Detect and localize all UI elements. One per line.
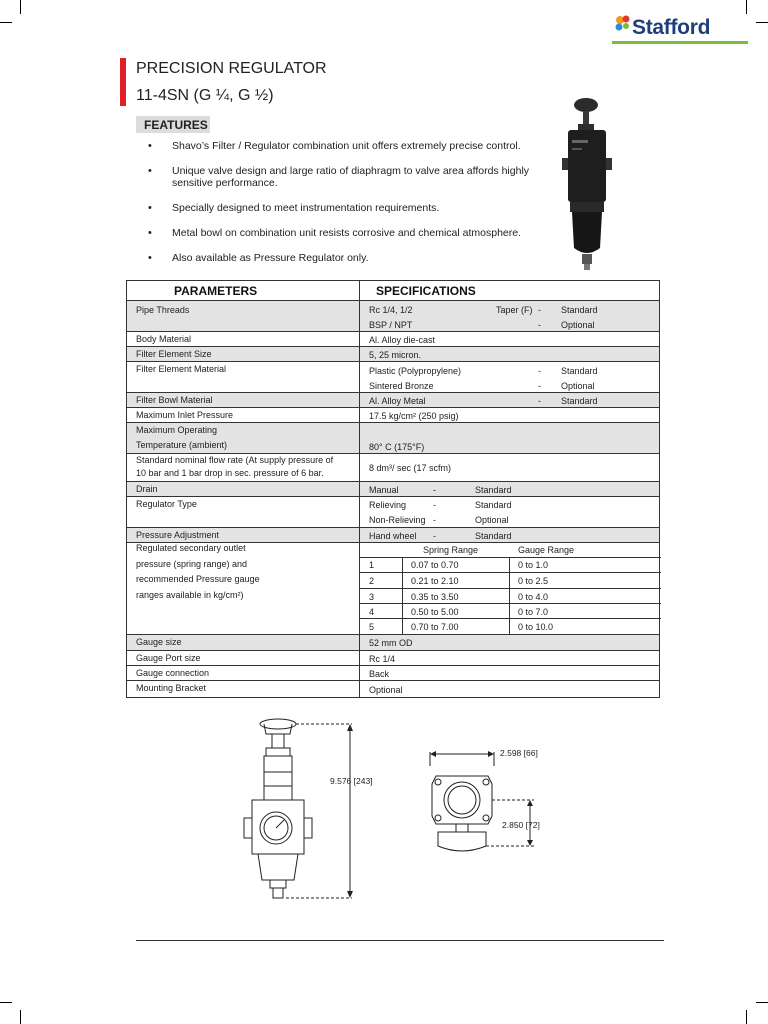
spring-range-subtable	[359, 543, 661, 634]
subtable-row	[359, 619, 661, 635]
page-title: PRECISION REGULATOR	[136, 60, 327, 77]
feature-item: • Metal bowl on combination unit resists corrosive and chemical atmosphere.	[148, 227, 558, 239]
column-divider	[359, 362, 360, 392]
range-number: 2	[369, 576, 375, 586]
param-label: Drain	[136, 484, 158, 494]
spec-value: Relieving	[369, 500, 407, 510]
table-row	[127, 408, 659, 423]
column-divider	[359, 528, 360, 542]
table-header	[127, 281, 659, 301]
specifications-table	[126, 280, 660, 698]
range-number: 1	[369, 560, 375, 570]
range-number: 5	[369, 622, 375, 632]
spring-range-value: 0.50 to 5.00	[411, 607, 459, 617]
table-row	[127, 497, 659, 528]
param-label-line: Temperature (ambient)	[136, 440, 228, 450]
crop-mark	[0, 22, 12, 23]
spec-value: Al. Alloy die-cast	[369, 335, 436, 345]
table-row	[127, 651, 659, 666]
param-label: Maximum Inlet Pressure	[136, 410, 234, 420]
spec-dash: -	[433, 485, 436, 495]
crop-mark	[0, 1002, 12, 1003]
feature-item: • Specially designed to meet instrumentation requirements.	[148, 202, 558, 214]
param-label	[136, 454, 350, 480]
gauge-range-value: 0 to 2.5	[518, 576, 549, 586]
spec-dash: -	[538, 381, 541, 391]
features-heading: FEATURES	[136, 116, 210, 133]
product-photo	[556, 96, 616, 272]
spec-value: Rc 1/4, 1/2	[369, 305, 413, 315]
table-row	[127, 454, 659, 482]
param-label: Filter Element Material	[136, 364, 227, 374]
table-row	[127, 393, 659, 408]
crop-mark	[20, 0, 21, 14]
table-row	[127, 681, 659, 697]
column-divider	[359, 666, 360, 680]
column-divider	[359, 347, 360, 361]
subtable-row	[359, 558, 661, 573]
spec-value: Manual	[369, 485, 399, 495]
spec-value: Sintered Bronze	[369, 381, 434, 391]
table-row	[127, 666, 659, 681]
column-divider	[359, 393, 360, 407]
subtable-row	[359, 589, 661, 604]
param-label-line: recommended Pressure gauge	[136, 574, 260, 584]
spec-value: 80° C (175°F)	[369, 442, 425, 452]
crop-mark	[20, 1010, 21, 1024]
spec-note: Standard	[561, 366, 598, 376]
param-label: Gauge Port size	[136, 653, 201, 663]
param-label: Filter Element Size	[136, 349, 212, 359]
parameters-heading: PARAMETERS	[174, 284, 258, 298]
specifications-heading: SPECIFICATIONS	[376, 284, 476, 298]
column-divider	[359, 681, 360, 697]
spec-value: Optional	[369, 685, 403, 695]
spec-dash: -	[433, 531, 436, 541]
spec-dash: -	[433, 500, 436, 510]
param-label: Pipe Threads	[136, 305, 190, 315]
column-divider	[359, 497, 360, 527]
spec-note: Standard	[475, 531, 512, 541]
spec-note: Standard	[561, 305, 598, 315]
subtable-header	[359, 543, 661, 558]
features-list	[148, 140, 558, 264]
spec-value: Non-Relieving	[369, 515, 426, 525]
spec-value: Hand wheel	[369, 531, 417, 541]
spec-note: Optional	[475, 515, 509, 525]
table-row	[127, 347, 659, 362]
column-divider	[359, 635, 360, 650]
spec-value: 5, 25 micron.	[369, 350, 422, 360]
spec-value: Plastic (Polypropylene)	[369, 366, 462, 376]
param-label: Mounting Bracket	[136, 683, 207, 693]
column-divider	[359, 408, 360, 422]
table-row	[127, 482, 659, 497]
brand-name: Stafford	[632, 16, 711, 39]
spring-range-value: 0.35 to 3.50	[411, 592, 459, 602]
height-dimension: 9.576 [243]	[330, 776, 373, 786]
param-label-line: 10 bar and 1 bar drop in sec. pressure of 6 bar.	[136, 468, 324, 478]
spec-dash: -	[433, 515, 436, 525]
spec-note: Standard	[561, 396, 598, 406]
spec-value: 17.5 kg/cm² (250 psig)	[369, 411, 459, 421]
model-subtitle: 11-4SN (G ¼, G ½)	[136, 87, 274, 104]
param-label	[136, 541, 350, 603]
crop-mark	[746, 0, 747, 14]
spec-value: Rc 1/4	[369, 654, 396, 664]
column-divider	[359, 301, 360, 331]
subtable-row	[359, 604, 661, 619]
width-dimension: 2.598 [66]	[500, 748, 538, 758]
spec-dash: -	[538, 396, 541, 406]
crop-mark	[756, 1002, 768, 1003]
param-label: Filter Bowl Material	[136, 395, 213, 405]
gauge-range-value: 0 to 1.0	[518, 560, 549, 570]
table-row	[127, 635, 659, 651]
gauge-range-value: 0 to 10.0	[518, 622, 554, 632]
table-row	[127, 332, 659, 347]
spec-dash: -	[538, 305, 541, 315]
feature-item: • Shavo’s Filter / Regulator combination unit offers extremely precise control.	[148, 140, 558, 152]
param-label: Pressure Adjustment	[136, 530, 220, 540]
feature-item: • Unique valve design and large ratio of diaphragm to valve area affords highly sensitive performance.	[148, 165, 558, 189]
spec-note: Standard	[475, 500, 512, 510]
param-label: Regulator Type	[136, 499, 197, 509]
crop-mark	[756, 22, 768, 23]
spec-value: Taper (F)	[496, 305, 533, 315]
table-row	[127, 362, 659, 393]
spec-value: BSP / NPT	[369, 320, 413, 330]
depth-dimension: 2.850 [72]	[502, 820, 540, 830]
param-label: Gauge size	[136, 637, 182, 647]
param-label-line: Maximum Operating	[136, 425, 218, 435]
spring-range-value: 0.70 to 7.00	[411, 622, 459, 632]
front-view-drawing	[236, 712, 366, 912]
range-number: 4	[369, 607, 375, 617]
crop-mark	[746, 1010, 747, 1024]
param-label-line: pressure (spring range) and	[136, 558, 248, 569]
spring-range-value: 0.07 to 0.70	[411, 560, 459, 570]
title-accent-bar	[120, 58, 126, 106]
gauge-range-value: 0 to 4.0	[518, 592, 549, 602]
table-row	[127, 543, 659, 635]
param-label: Body Material	[136, 334, 192, 344]
spec-value: 8 dm³/ sec (17 scfm)	[369, 463, 452, 473]
logo-flower-icon	[612, 14, 634, 40]
param-label-line: ranges available in kg/cm²)	[136, 589, 244, 600]
spec-value: Back	[369, 669, 390, 679]
param-label: Gauge connection	[136, 668, 210, 678]
footer-rule	[136, 940, 664, 941]
param-label-line: Standard nominal flow rate (At supply pressure of	[136, 455, 334, 465]
gauge-range-value: 0 to 7.0	[518, 607, 549, 617]
logo-underline	[612, 41, 748, 44]
spec-note: Standard	[475, 485, 512, 495]
gauge-range-heading: Gauge Range	[518, 545, 575, 555]
table-row	[127, 423, 659, 454]
param-label	[136, 423, 350, 453]
spec-cell	[369, 301, 661, 331]
subtable-divider	[509, 558, 510, 635]
brand-logo	[612, 14, 752, 46]
spring-range-heading: Spring Range	[423, 545, 479, 555]
column-divider	[359, 482, 360, 496]
subtable-divider	[402, 558, 403, 635]
table-row	[127, 301, 659, 332]
column-divider	[359, 454, 360, 481]
spec-note: Optional	[561, 320, 595, 330]
subtable-row	[359, 573, 661, 589]
spec-value: Al. Alloy Metal	[369, 396, 426, 406]
column-divider	[359, 423, 360, 453]
spec-value: 52 mm OD	[369, 638, 413, 648]
feature-item: • Also available as Pressure Regulator only.	[148, 252, 558, 264]
column-divider	[359, 281, 360, 300]
spec-dash: -	[538, 366, 541, 376]
param-label-line: Regulated secondary outlet	[136, 543, 246, 553]
spec-dash: -	[538, 320, 541, 330]
spring-range-value: 0.21 to 2.10	[411, 576, 459, 586]
column-divider	[359, 332, 360, 346]
column-divider	[359, 651, 360, 665]
range-number: 3	[369, 592, 375, 602]
spec-note: Optional	[561, 381, 595, 391]
